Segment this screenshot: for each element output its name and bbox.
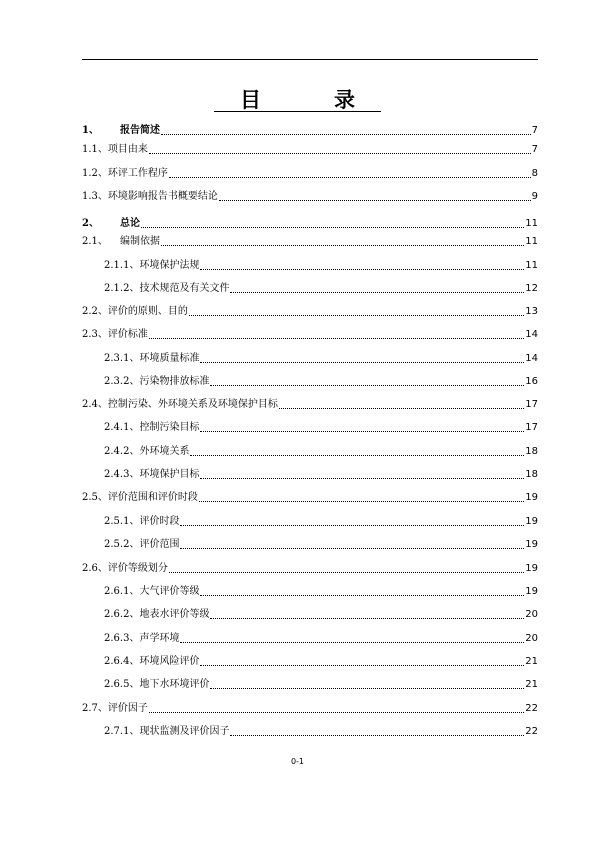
toc-entry[interactable] (82, 304, 538, 318)
toc-entry-number: 1、 (82, 125, 99, 136)
toc-entry[interactable] (104, 467, 538, 481)
toc-dot-leader (149, 712, 524, 713)
toc-entry-title: 控制污染、外环境关系及环境保护目标 (107, 399, 278, 410)
toc-entry-title: 声学环境 (139, 633, 180, 644)
toc-entry-page: 17 (525, 422, 538, 433)
toc-entry[interactable] (104, 654, 538, 668)
toc-entry[interactable] (82, 189, 538, 203)
toc-entry-page: 16 (525, 376, 538, 387)
toc-dot-leader (200, 362, 524, 363)
toc-entry-page: 18 (525, 446, 538, 457)
toc-entry-number: 2.6.1、 (104, 586, 140, 597)
toc-entry-title: 环境风险评价 (139, 656, 200, 667)
toc-entry[interactable] (104, 281, 538, 295)
toc-entry[interactable] (82, 216, 538, 230)
toc-entry-page: 11 (525, 218, 538, 229)
toc-entry-number: 2.1、 (82, 236, 108, 247)
toc-dot-leader (161, 245, 524, 246)
toc-entry-number: 2.5、 (82, 492, 108, 503)
toc-entry-number: 2.3.2、 (104, 376, 140, 387)
toc-entry-number: 1.1、 (82, 144, 108, 155)
toc-entry[interactable] (104, 607, 538, 621)
toc-entry-title: 环评工作程序 (107, 168, 168, 179)
toc-entry-page: 19 (525, 516, 538, 527)
toc-dot-leader (279, 408, 524, 409)
toc-entry-title: 评价标准 (107, 329, 148, 340)
toc-entry-page: 14 (525, 329, 538, 340)
toc-entry-number: 2.7.1、 (104, 726, 140, 737)
toc-entry-title: 环境保护法规 (139, 260, 200, 271)
toc-title-text: 目 录 (214, 89, 381, 112)
toc-entry-page: 11 (525, 236, 538, 247)
toc-entry[interactable] (82, 490, 538, 504)
toc-entry-number: 2.6.3、 (104, 633, 140, 644)
toc-entry-page: 18 (525, 469, 538, 480)
toc-dot-leader (189, 315, 524, 316)
toc-entry[interactable] (104, 444, 538, 458)
toc-entry-title: 环境保护目标 (139, 469, 200, 480)
toc-entry-title: 现状监测及评价因子 (139, 726, 230, 737)
toc-entry-page: 12 (525, 283, 538, 294)
toc-entry[interactable] (104, 631, 538, 645)
toc-entry-page: 14 (525, 353, 538, 364)
toc-title (0, 86, 595, 114)
toc-entry-number: 2.3、 (82, 329, 108, 340)
toc-entry-number: 2、 (82, 218, 99, 229)
toc-entry-page: 19 (525, 563, 538, 574)
toc-entry-page: 19 (525, 492, 538, 503)
toc-entry-page: 20 (525, 609, 538, 620)
toc-entry-title: 外环境关系 (139, 446, 190, 457)
toc-entry[interactable] (82, 234, 538, 248)
toc-entry[interactable] (104, 351, 538, 365)
toc-entry[interactable] (82, 561, 538, 575)
toc-entry-title: 项目由来 (107, 144, 148, 155)
toc-entry-number: 2.6、 (82, 563, 108, 574)
toc-entry-page: 9 (531, 191, 538, 202)
toc-entry-page: 21 (525, 679, 538, 690)
toc-entry[interactable] (104, 420, 538, 434)
toc-dot-leader (161, 134, 531, 135)
toc-entry[interactable] (104, 514, 538, 528)
toc-entry-number: 2.4.1、 (104, 422, 140, 433)
toc-entry-title: 评价范围和评价时段 (107, 492, 198, 503)
page-number-footer: 0-1 (290, 757, 305, 766)
toc-entry-number: 2.1.1、 (104, 260, 140, 271)
toc-entry[interactable] (82, 142, 538, 156)
toc-entry-number: 2.6.2、 (104, 609, 140, 620)
toc-entry-page: 7 (531, 144, 538, 155)
toc-entry-page: 19 (525, 586, 538, 597)
toc-entry-title: 评价等级划分 (107, 563, 168, 574)
toc-entry-title: 污染物排放标准 (139, 376, 210, 387)
toc-entry-number: 2.2、 (82, 306, 108, 317)
toc-entry-page: 19 (525, 539, 538, 550)
toc-entry-title: 评价因子 (107, 703, 148, 714)
toc-dot-leader (210, 618, 524, 619)
toc-entry[interactable] (104, 724, 538, 738)
toc-dot-leader (190, 455, 524, 456)
toc-dot-leader (149, 338, 524, 339)
toc-entry-title: 控制污染目标 (139, 422, 200, 433)
toc-entry-title: 评价时段 (139, 516, 180, 527)
toc-entry-title: 地表水评价等级 (139, 609, 210, 620)
toc-dot-leader (180, 525, 524, 526)
toc-entry[interactable] (82, 166, 538, 180)
toc-dot-leader (200, 269, 524, 270)
toc-entry-title: 大气评价等级 (139, 586, 200, 597)
toc-dot-leader (169, 572, 524, 573)
toc-dot-leader (180, 548, 524, 549)
toc-dot-leader (149, 153, 531, 154)
toc-entry-number: 1.3、 (82, 191, 108, 202)
toc-entry-page: 7 (531, 125, 538, 136)
toc-entry-number: 2.5.2、 (104, 539, 140, 550)
toc-entry-title: 环境质量标准 (139, 353, 200, 364)
toc-entry-page: 21 (525, 656, 538, 667)
toc-entry-page: 22 (525, 703, 538, 714)
toc-dot-leader (210, 688, 524, 689)
toc-entry-title: 评价范围 (139, 539, 180, 550)
toc-entry-number: 1.2、 (82, 168, 108, 179)
toc-entry-title: 地下水环境评价 (139, 679, 210, 690)
toc-entry-page: 17 (525, 399, 538, 410)
header-rule (82, 59, 538, 60)
toc-entry-title: 总论 (120, 218, 140, 229)
toc-entry-number: 2.4.2、 (104, 446, 140, 457)
toc-dot-leader (200, 595, 524, 596)
toc-dot-leader (180, 642, 524, 643)
toc-dot-leader (230, 292, 524, 293)
toc-dot-leader (141, 227, 524, 228)
toc-dot-leader (210, 385, 524, 386)
toc-entry-page: 20 (525, 633, 538, 644)
toc-entry-page: 11 (525, 260, 538, 271)
toc-dot-leader (199, 501, 524, 502)
toc-dot-leader (200, 478, 524, 479)
toc-entry-number: 2.1.2、 (104, 283, 140, 294)
toc-entry-number: 2.4、 (82, 399, 108, 410)
toc-entry-title: 编制依据 (120, 236, 160, 247)
toc-entry[interactable] (82, 123, 538, 137)
toc-entry-title: 报告简述 (120, 125, 160, 136)
toc-entry[interactable] (104, 258, 538, 272)
toc-entry[interactable] (82, 327, 538, 341)
toc-entry-title: 评价的原则、目的 (107, 306, 188, 317)
toc-dot-leader (200, 665, 524, 666)
toc-entry-title: 环境影响报告书概要结论 (107, 191, 218, 202)
toc-entry[interactable] (82, 397, 538, 411)
toc-dot-leader (200, 431, 524, 432)
toc-entry[interactable] (104, 374, 538, 388)
toc-entry-number: 2.3.1、 (104, 353, 140, 364)
toc-entry-number: 2.6.5、 (104, 679, 140, 690)
toc-entry-title: 技术规范及有关文件 (139, 283, 230, 294)
toc-entry[interactable] (104, 677, 538, 691)
toc-entry-number: 2.4.3、 (104, 469, 140, 480)
toc-entry[interactable] (104, 584, 538, 598)
toc-entry-number: 2.7、 (82, 703, 108, 714)
toc-dot-leader (169, 177, 531, 178)
toc-entry-page: 8 (531, 168, 538, 179)
toc-dot-leader (219, 200, 531, 201)
toc-dot-leader (230, 735, 524, 736)
toc-entry-number: 2.6.4、 (104, 656, 140, 667)
toc-entry[interactable] (104, 537, 538, 551)
toc-entry[interactable] (82, 701, 538, 715)
toc-entry-number: 2.5.1、 (104, 516, 140, 527)
toc-entry-page: 13 (525, 306, 538, 317)
toc-entry-page: 22 (525, 726, 538, 737)
